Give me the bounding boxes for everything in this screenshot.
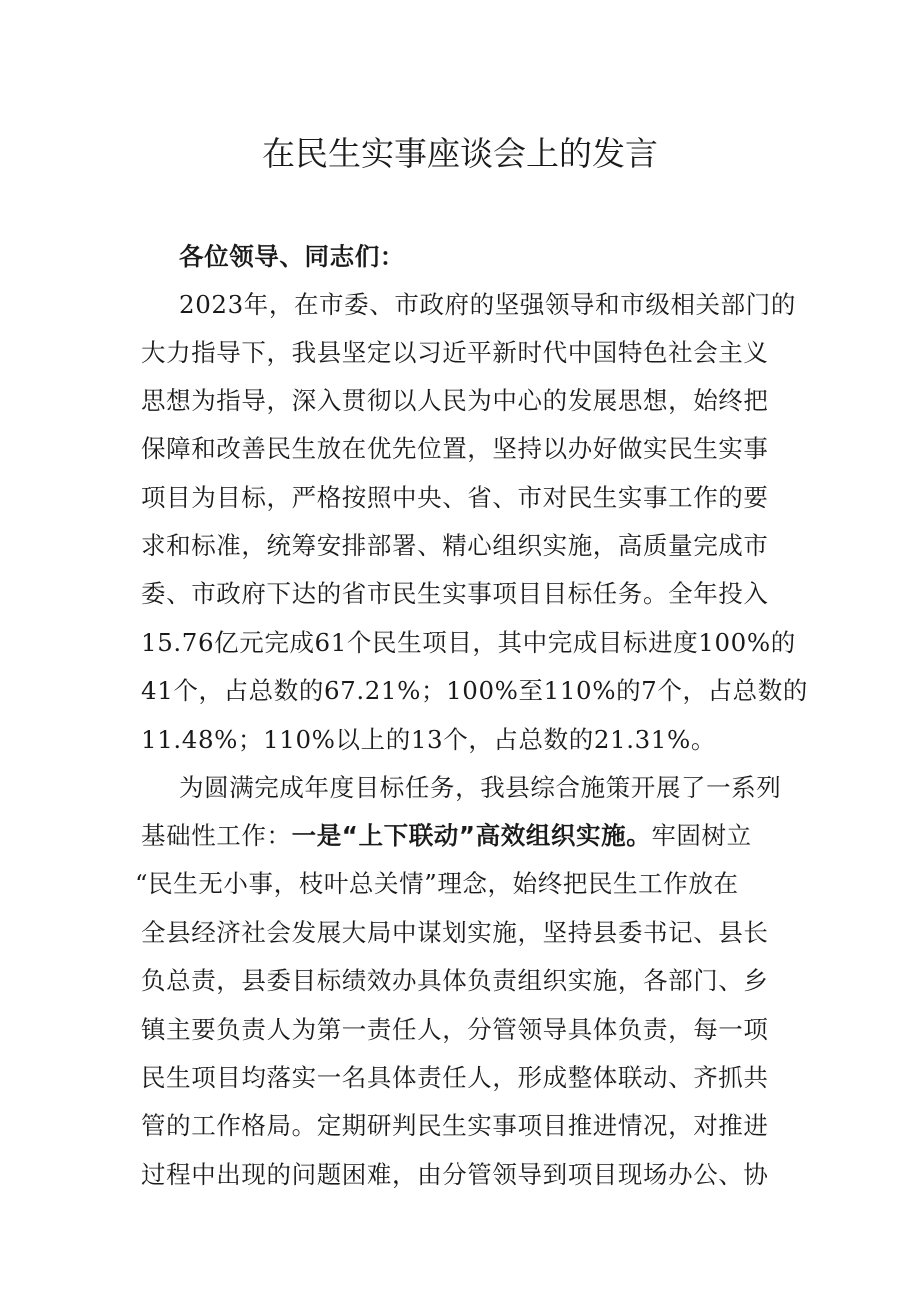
paragraph-2-line-2-start: 基础性工作：: [141, 821, 292, 850]
paragraph-1-line-6: 求和标准，统筹安排部署、精心组织实施，高质量完成市: [141, 531, 769, 560]
salutation: 各位领导、同志们：: [179, 242, 405, 271]
paragraph-2-line-2: [141, 821, 752, 851]
document-title: 在民生实事座谈会上的发言: [262, 134, 658, 173]
paragraph-2-line-2-end: 牢固树立: [651, 821, 752, 850]
paragraph-1-line-7: 委、市政府下达的省市民生实事项目目标任务。全年投入: [141, 579, 769, 608]
paragraph-2-heading-bold: 一是“上下联动”高效组织实施。: [291, 821, 652, 850]
paragraph-2-line-6: 镇主要负责人为第一责任人，分管领导具体负责，每一项: [141, 1015, 769, 1044]
paragraph-2-line-3: “民生无小事，枝叶总关情”理念，始终把民生工作放在: [135, 869, 739, 898]
paragraph-2-line-1: 为圆满完成年度目标任务，我县综合施策开展了一系列: [179, 773, 782, 802]
paragraph-1-line-5: 项目为目标，严格按照中央、省、市对民生实事工作的要: [141, 483, 769, 512]
paragraph-2-line-8: 管的工作格局。定期研判民生实事项目推进情况，对推进: [141, 1111, 769, 1140]
paragraph-2-line-4: 全县经济社会发展大局中谋划实施，坚持县委书记、县长: [141, 918, 769, 947]
paragraph-2-line-7: 民生项目均落实一名具体责任人，形成整体联动、齐抓共: [141, 1063, 769, 1092]
paragraph-1-line-1: 2023年，在市委、市政府的坚强领导和市级相关部门的: [179, 290, 796, 319]
paragraph-1-line-9: 41个，占总数的67.21%；100%至110%的7个，占总数的: [141, 676, 808, 705]
paragraph-2-line-9: 过程中出现的问题困难，由分管领导到项目现场办公、协: [141, 1160, 769, 1189]
paragraph-1-line-10: 11.48%；110%以上的13个，占总数的21.31%。: [141, 725, 716, 754]
paragraph-1-line-4: 保障和改善民生放在优先位置，坚持以办好做实民生实事: [141, 434, 769, 463]
paragraph-1-line-3: 思想为指导，深入贯彻以人民为中心的发展思想，始终把: [141, 386, 769, 415]
paragraph-1-line-2: 大力指导下，我县坚定以习近平新时代中国特色社会主义: [141, 338, 769, 367]
paragraph-2-line-5: 负总责，县委目标绩效办具体负责组织实施，各部门、乡: [141, 966, 769, 995]
paragraph-1-line-8: 15.76亿元完成61个民生项目，其中完成目标进度100%的: [141, 628, 796, 657]
